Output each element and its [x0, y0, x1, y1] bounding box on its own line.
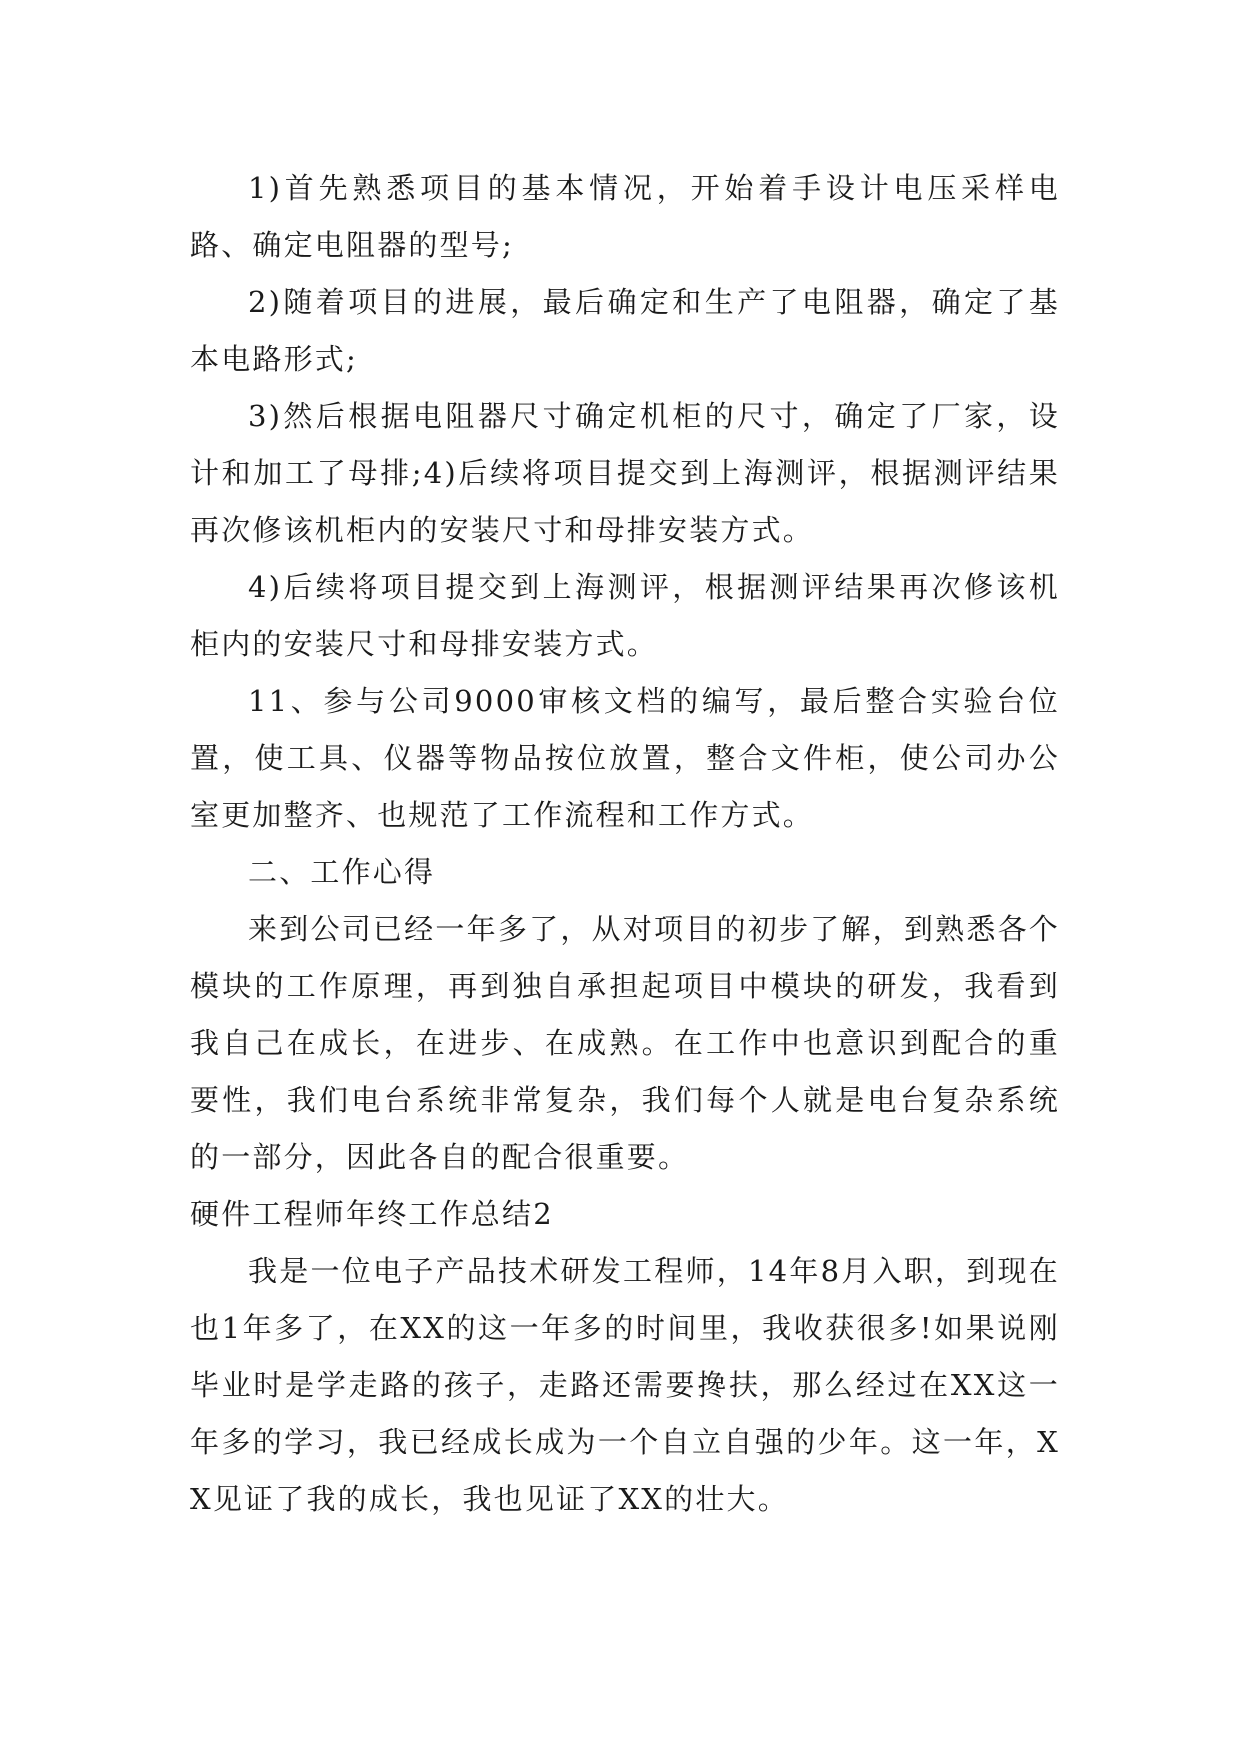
section-heading-work-experience: 二、工作心得 — [248, 855, 436, 889]
document-title-summary-2: 硬件工程师年终工作总结2 — [190, 1197, 554, 1231]
paragraph-step-2: 2)随着项目的进展，最后确定和生产了电阻器，确定了基本电路形式; — [190, 285, 1060, 376]
document-body — [190, 160, 1060, 1528]
paragraph-work-experience: 来到公司已经一年多了，从对项目的初步了解，到熟悉各个模块的工作原理，再到独自承担起项目中模块的研发，我看到我自己在成长，在进步、在成熟。在工作中也意识到配合的重要性，我们电台系统非常复杂，我们每个人就是电台复杂系统的一部分，因此各自的配合很重要。 — [190, 912, 1060, 1174]
paragraph-step-1: 1)首先熟悉项目的基本情况，开始着手设计电压采样电路、确定电阻器的型号; — [190, 171, 1060, 262]
paragraph-step-4: 4)后续将项目提交到上海测评，根据测评结果再次修该机柜内的安装尺寸和母排安装方式。 — [190, 570, 1060, 661]
paragraph-step-3: 3)然后根据电阻器尺寸确定机柜的尺寸，确定了厂家，设计和加工了母排;4)后续将项目提交到上海测评，根据测评结果再次修该机柜内的安装尺寸和母排安装方式。 — [190, 399, 1060, 547]
paragraph-introduction: 我是一位电子产品技术研发工程师，14年8月入职，到现在也1年多了，在XX的这一年多的时间里，我收获很多!如果说刚毕业时是学走路的孩子，走路还需要搀扶，那么经过在XX这一年多的学习，我已经成长成为一个自立自强的少年。这一年，XX见证了我的成长，我也见证了XX的壮大。 — [190, 1254, 1060, 1516]
paragraph-item-11: 11、参与公司9000审核文档的编写，最后整合实验台位置，使工具、仪器等物品按位放置，整合文件柜，使公司办公室更加整齐、也规范了工作流程和工作方式。 — [190, 684, 1060, 832]
